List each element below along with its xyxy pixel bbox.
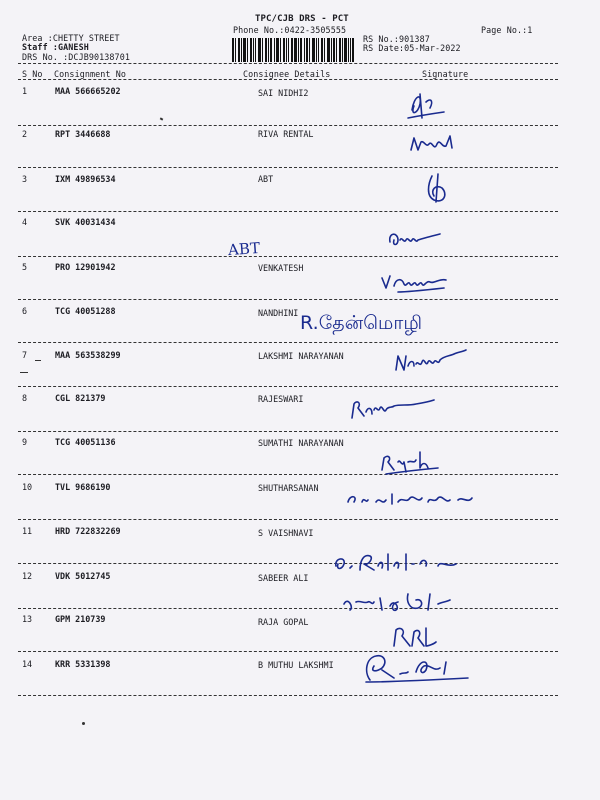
row-consignment: RPT 3446688 — [55, 129, 111, 139]
row-consignment: IXM 49896534 — [55, 174, 116, 184]
column-header-signature: Signature — [422, 69, 469, 79]
row-serial: 14 — [22, 659, 33, 669]
row-divider — [18, 695, 558, 696]
row-serial: 12 — [22, 571, 33, 581]
signature-row-2 — [408, 130, 458, 160]
row-consignment: TVL 9686190 — [55, 482, 111, 492]
signature-row-10 — [340, 484, 490, 514]
scan-speck — [35, 360, 41, 361]
row-consignment: VDK 5012745 — [55, 571, 111, 581]
row-serial: 9 — [22, 437, 28, 447]
row-consignment: HRD 722832269 — [55, 526, 121, 536]
signature-row-8 — [346, 394, 438, 426]
row-consignee: SAI NIDHI2 — [258, 88, 309, 98]
row-consignment: TCG 40051288 — [55, 306, 116, 316]
signature-row-4 — [384, 226, 444, 252]
row-consignment: MAA 566665202 — [55, 86, 121, 96]
row-divider — [18, 519, 558, 520]
signature-row-7 — [392, 346, 472, 378]
rs-date: RS Date:05-Mar-2022 — [363, 43, 461, 53]
row-divider — [18, 563, 558, 564]
row-consignment: CGL 821379 — [55, 393, 106, 403]
row-divider — [18, 167, 558, 168]
column-header-consignment: Consignment No — [54, 69, 126, 79]
column-header-sno: S No — [22, 69, 43, 79]
row-serial: 13 — [22, 614, 33, 624]
signature-row-14 — [360, 652, 472, 686]
signature-row-3 — [418, 172, 458, 208]
document-title: TPC/CJB DRS - PCT — [255, 14, 349, 24]
area-field: Area :CHETTY STREET — [22, 33, 120, 43]
row-consignment: MAA 563538299 — [55, 350, 121, 360]
row-consignment: PRO 12901942 — [55, 262, 116, 272]
handwritten-note-row-4: ABT — [227, 238, 261, 260]
row-consignee: RAJESWARI — [258, 394, 304, 404]
signature-row-12 — [338, 588, 458, 616]
signature-row-5 — [378, 270, 450, 298]
row-consignee: VENKATESH — [258, 263, 304, 273]
row-consignee: ABT — [258, 174, 274, 184]
row-consignee: RAJA GOPAL — [258, 617, 309, 627]
scan-speck — [160, 117, 164, 120]
row-divider — [18, 431, 558, 432]
page-number: Page No.:1 — [481, 25, 533, 35]
scan-speck — [82, 722, 85, 725]
row-serial: 6 — [22, 306, 28, 316]
scan-speck — [20, 372, 28, 373]
barcode-image — [232, 38, 354, 62]
row-divider — [18, 342, 558, 343]
row-divider — [18, 474, 558, 475]
row-serial: 11 — [22, 526, 33, 536]
staff-field: Staff :GANESH — [22, 42, 89, 52]
column-header-divider — [18, 79, 558, 80]
rs-number: RS No.:901387 — [363, 34, 430, 44]
row-serial: 1 — [22, 86, 28, 96]
row-serial: 7 — [22, 350, 28, 360]
row-consignee: SABEER ALI — [258, 573, 309, 583]
row-divider — [18, 651, 558, 652]
row-consignment: KRR 5331398 — [55, 659, 111, 669]
signature-row-13 — [390, 624, 440, 650]
row-serial: 8 — [22, 393, 28, 403]
row-serial: 10 — [22, 482, 33, 492]
row-divider — [18, 608, 558, 609]
column-header-consignee: Consignee Details — [243, 69, 331, 79]
row-serial: 5 — [22, 262, 28, 272]
drs-number: DRS No. :DCJB90138701 — [22, 52, 130, 62]
header-divider — [18, 63, 558, 64]
row-divider — [18, 211, 558, 212]
signature-row-11 — [330, 548, 470, 580]
row-consignment: SVK 40031434 — [55, 217, 116, 227]
row-consignee: B MUTHU LAKSHMI — [258, 660, 334, 670]
row-divider — [18, 125, 558, 126]
row-consignee: SHUTHARSANAN — [258, 483, 319, 493]
signature-row-9 — [376, 448, 442, 478]
row-divider — [18, 299, 558, 300]
row-consignment: GPM 210739 — [55, 614, 106, 624]
row-consignment: TCG 40051136 — [55, 437, 116, 447]
row-serial: 4 — [22, 217, 28, 227]
row-divider — [18, 256, 558, 257]
row-divider — [18, 386, 558, 387]
handwritten-name-row-6: R.தேன்மொழி — [300, 312, 423, 334]
row-consignee: S VAISHNAVI — [258, 528, 314, 538]
row-serial: 2 — [22, 129, 28, 139]
phone-number: Phone No.:0422-3505555 — [233, 25, 347, 35]
row-consignee: LAKSHMI NARAYANAN — [258, 351, 344, 361]
row-consignee: SUMATHI NARAYANAN — [258, 438, 344, 448]
row-serial: 3 — [22, 174, 28, 184]
row-consignee: NANDHINI — [258, 308, 299, 318]
row-consignee: RIVA RENTAL — [258, 129, 314, 139]
signature-row-1 — [400, 88, 450, 130]
